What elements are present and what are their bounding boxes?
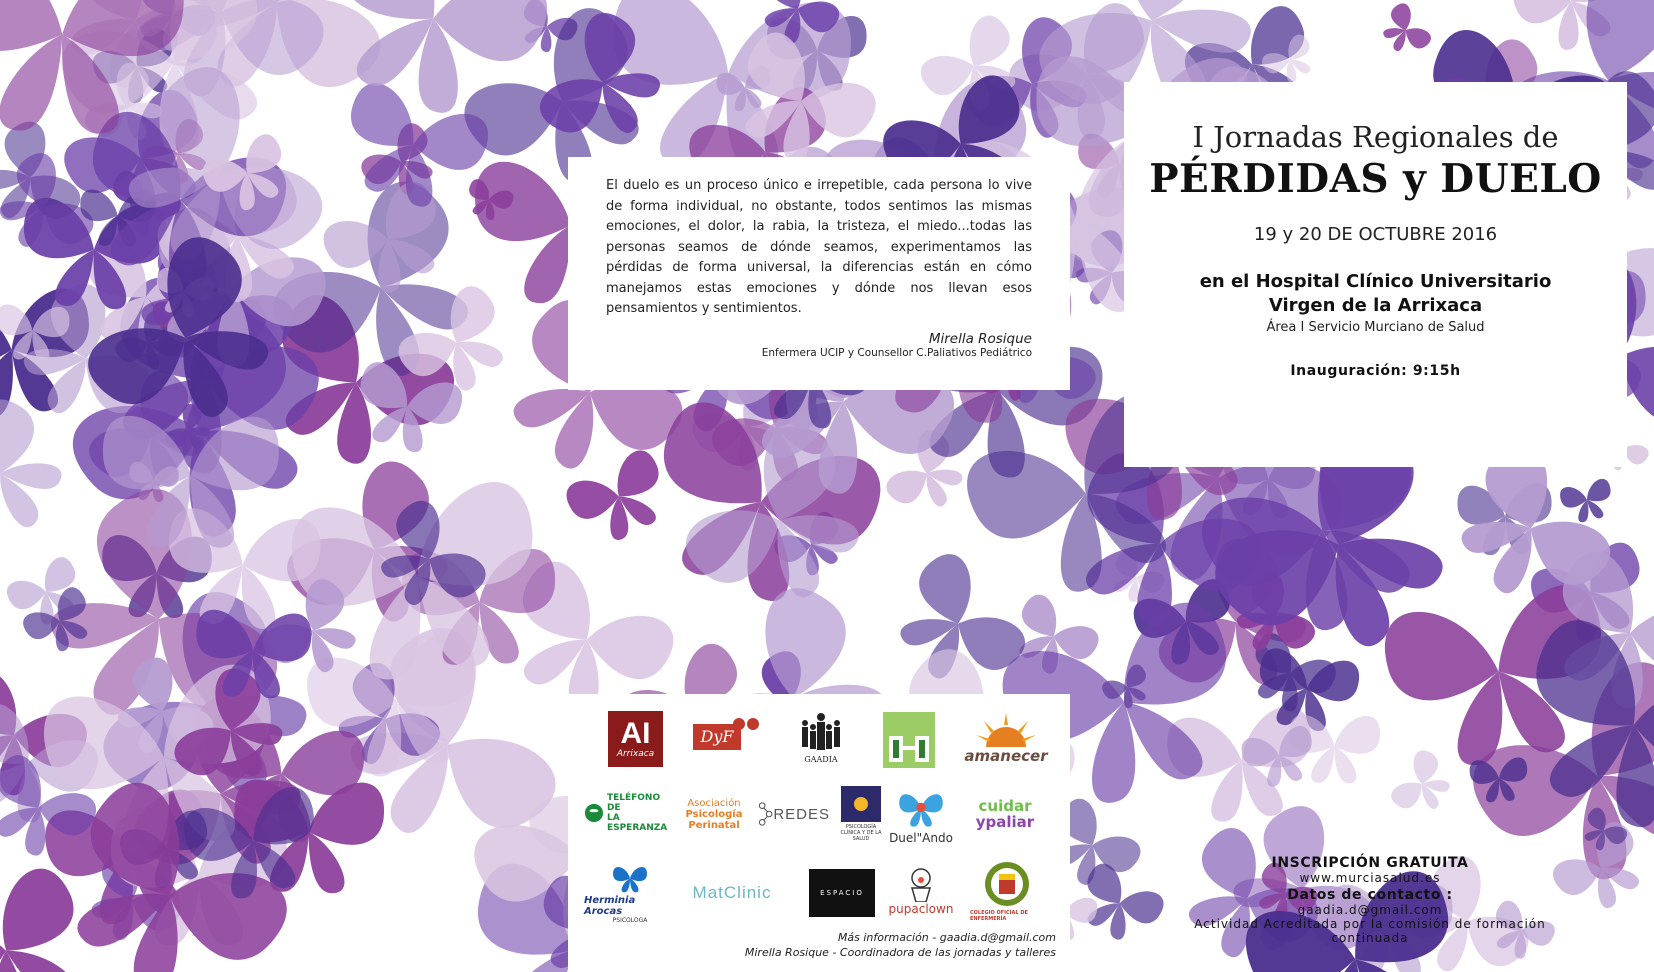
contact-email[interactable]: gaadia.d@gmail.com [1297, 903, 1443, 917]
logo-asociacion-line2: Psicología [685, 808, 743, 820]
logo-colegio-enfermeria [970, 856, 1044, 926]
logo-matclinic [682, 878, 782, 908]
logo-redes-text: REDES [773, 805, 830, 823]
logo-psicologia-clinica [840, 786, 882, 842]
registration-website[interactable]: www.murciasalud.es [1299, 871, 1441, 885]
logo-herminia-arocas [584, 862, 676, 924]
inauguration-time: Inauguración: 9:15h [1290, 363, 1461, 379]
logo-espacio [809, 869, 875, 917]
more-info-line1: Más información - gaadia.d@gmail.com [837, 931, 1056, 944]
logo-herminia-sub: PSICOLOGA [612, 917, 648, 924]
quote-panel [568, 157, 1070, 390]
logo-cuidar-line1: cuidar [978, 797, 1032, 815]
logo-asociacion-psicologia-perinatal [681, 792, 747, 836]
logo-cuidar-y-paliar [963, 792, 1047, 836]
logo-asociacion-line3: Perinatal [688, 819, 740, 831]
registration-title: INSCRIPCIÓN GRATUITA [1271, 855, 1469, 871]
butterfly-shape [1558, 477, 1616, 526]
logo-redes [758, 792, 830, 836]
network-icon [758, 796, 773, 832]
more-info-line2: Mirella Rosique - Coordinadora de las jornadas y talleres [744, 946, 1056, 959]
registration-block [1160, 855, 1580, 945]
morpho-butterfly-icon [602, 862, 658, 895]
event-title-line1: I Jornadas Regionales de [1192, 120, 1559, 154]
butterfly-shape [1374, 0, 1434, 62]
logo-cuidar-line2: ypaliar [975, 813, 1035, 831]
logo-colegio-text: COLEGIO OFICIAL DE ENFERMERÍA [970, 910, 1028, 922]
logo-asociacion-line1: Asociación [687, 797, 741, 809]
seal-icon [983, 860, 1031, 910]
people-icon [797, 711, 845, 755]
quote-author-role: Enfermera UCIP y Counsellor C.Paliativos Pediátrico [761, 346, 1032, 359]
logo-telefono-line1: TELÉFONO DE [606, 793, 661, 813]
event-title-main: PÉRDIDAS y DUELO [1149, 156, 1602, 202]
logo-psicologia-clinica-text: PSICOLOGÍA CLÍNICA Y DE LA SALUD [840, 824, 882, 842]
logo-matclinic-text: MatClinic [692, 883, 772, 902]
quote-text: El duelo es un proceso único e irrepetible, cada persona lo vive de forma individual, no obstante, todos sentimos las mismas emociones, el dolor, la rabia, la tristeza, el miedo...todas las personas seamos de dónde seamos, experimentamos las pérdidas de forma universal, la diferencias están en cómo manejamos estas emociones y dónde nos llevan esos pensamientos y sentimientos. [606, 178, 1032, 316]
venue-line1: en el Hospital Clínico Universitario [1199, 271, 1552, 292]
contact-title: Datos de contacto : [1287, 887, 1453, 903]
venue-subtitle: Área I Servicio Murciano de Salud [1266, 320, 1485, 335]
butterfly-shape [1388, 747, 1460, 824]
logo-dyf [693, 718, 759, 754]
logo-duelando-text: Duel"Ando [889, 831, 953, 845]
logo-espacio-text: ESPACIO [820, 889, 864, 897]
event-date: 19 y 20 DE OCTUBRE 2016 [1253, 224, 1498, 245]
more-info [700, 930, 1056, 960]
formacion-icon [883, 712, 935, 768]
logo-gaadia-text: GAADIA [804, 754, 838, 764]
logo-dyf-text: DyF [700, 726, 734, 746]
logo-gaadia [793, 704, 849, 770]
logo-telefono-esperanza [584, 793, 676, 833]
accreditation-note: Actividad Acreditada por la comisión de formación continuada [1194, 917, 1546, 945]
logo-amanecer [965, 708, 1047, 770]
logo-pupaclown [886, 860, 956, 922]
butterfly-icon [896, 787, 946, 831]
title-panel [1124, 82, 1627, 467]
logo-formacion-continuada [883, 712, 935, 768]
logo-ai-sub: Arrixaca [616, 749, 655, 759]
phone-icon [584, 802, 604, 824]
logo-herminia-text: Herminia Arocas [584, 895, 636, 917]
logo-pupaclown-text: pupaclown [888, 902, 954, 916]
logo-ai-arrixaca [608, 711, 663, 767]
quote-author: Mirella Rosique [928, 330, 1032, 347]
logo-duelando [886, 784, 956, 848]
clown-icon [904, 866, 938, 902]
venue-line2: Virgen de la Arrixaca [1268, 295, 1483, 316]
logo-ai-text: AI [620, 717, 651, 750]
logo-telefono-line2: LA ESPERANZA [606, 813, 668, 833]
logo-amanecer-text: amanecer [964, 747, 1048, 765]
sunrise-icon [976, 713, 1036, 747]
butterfly-shape [0, 391, 82, 560]
